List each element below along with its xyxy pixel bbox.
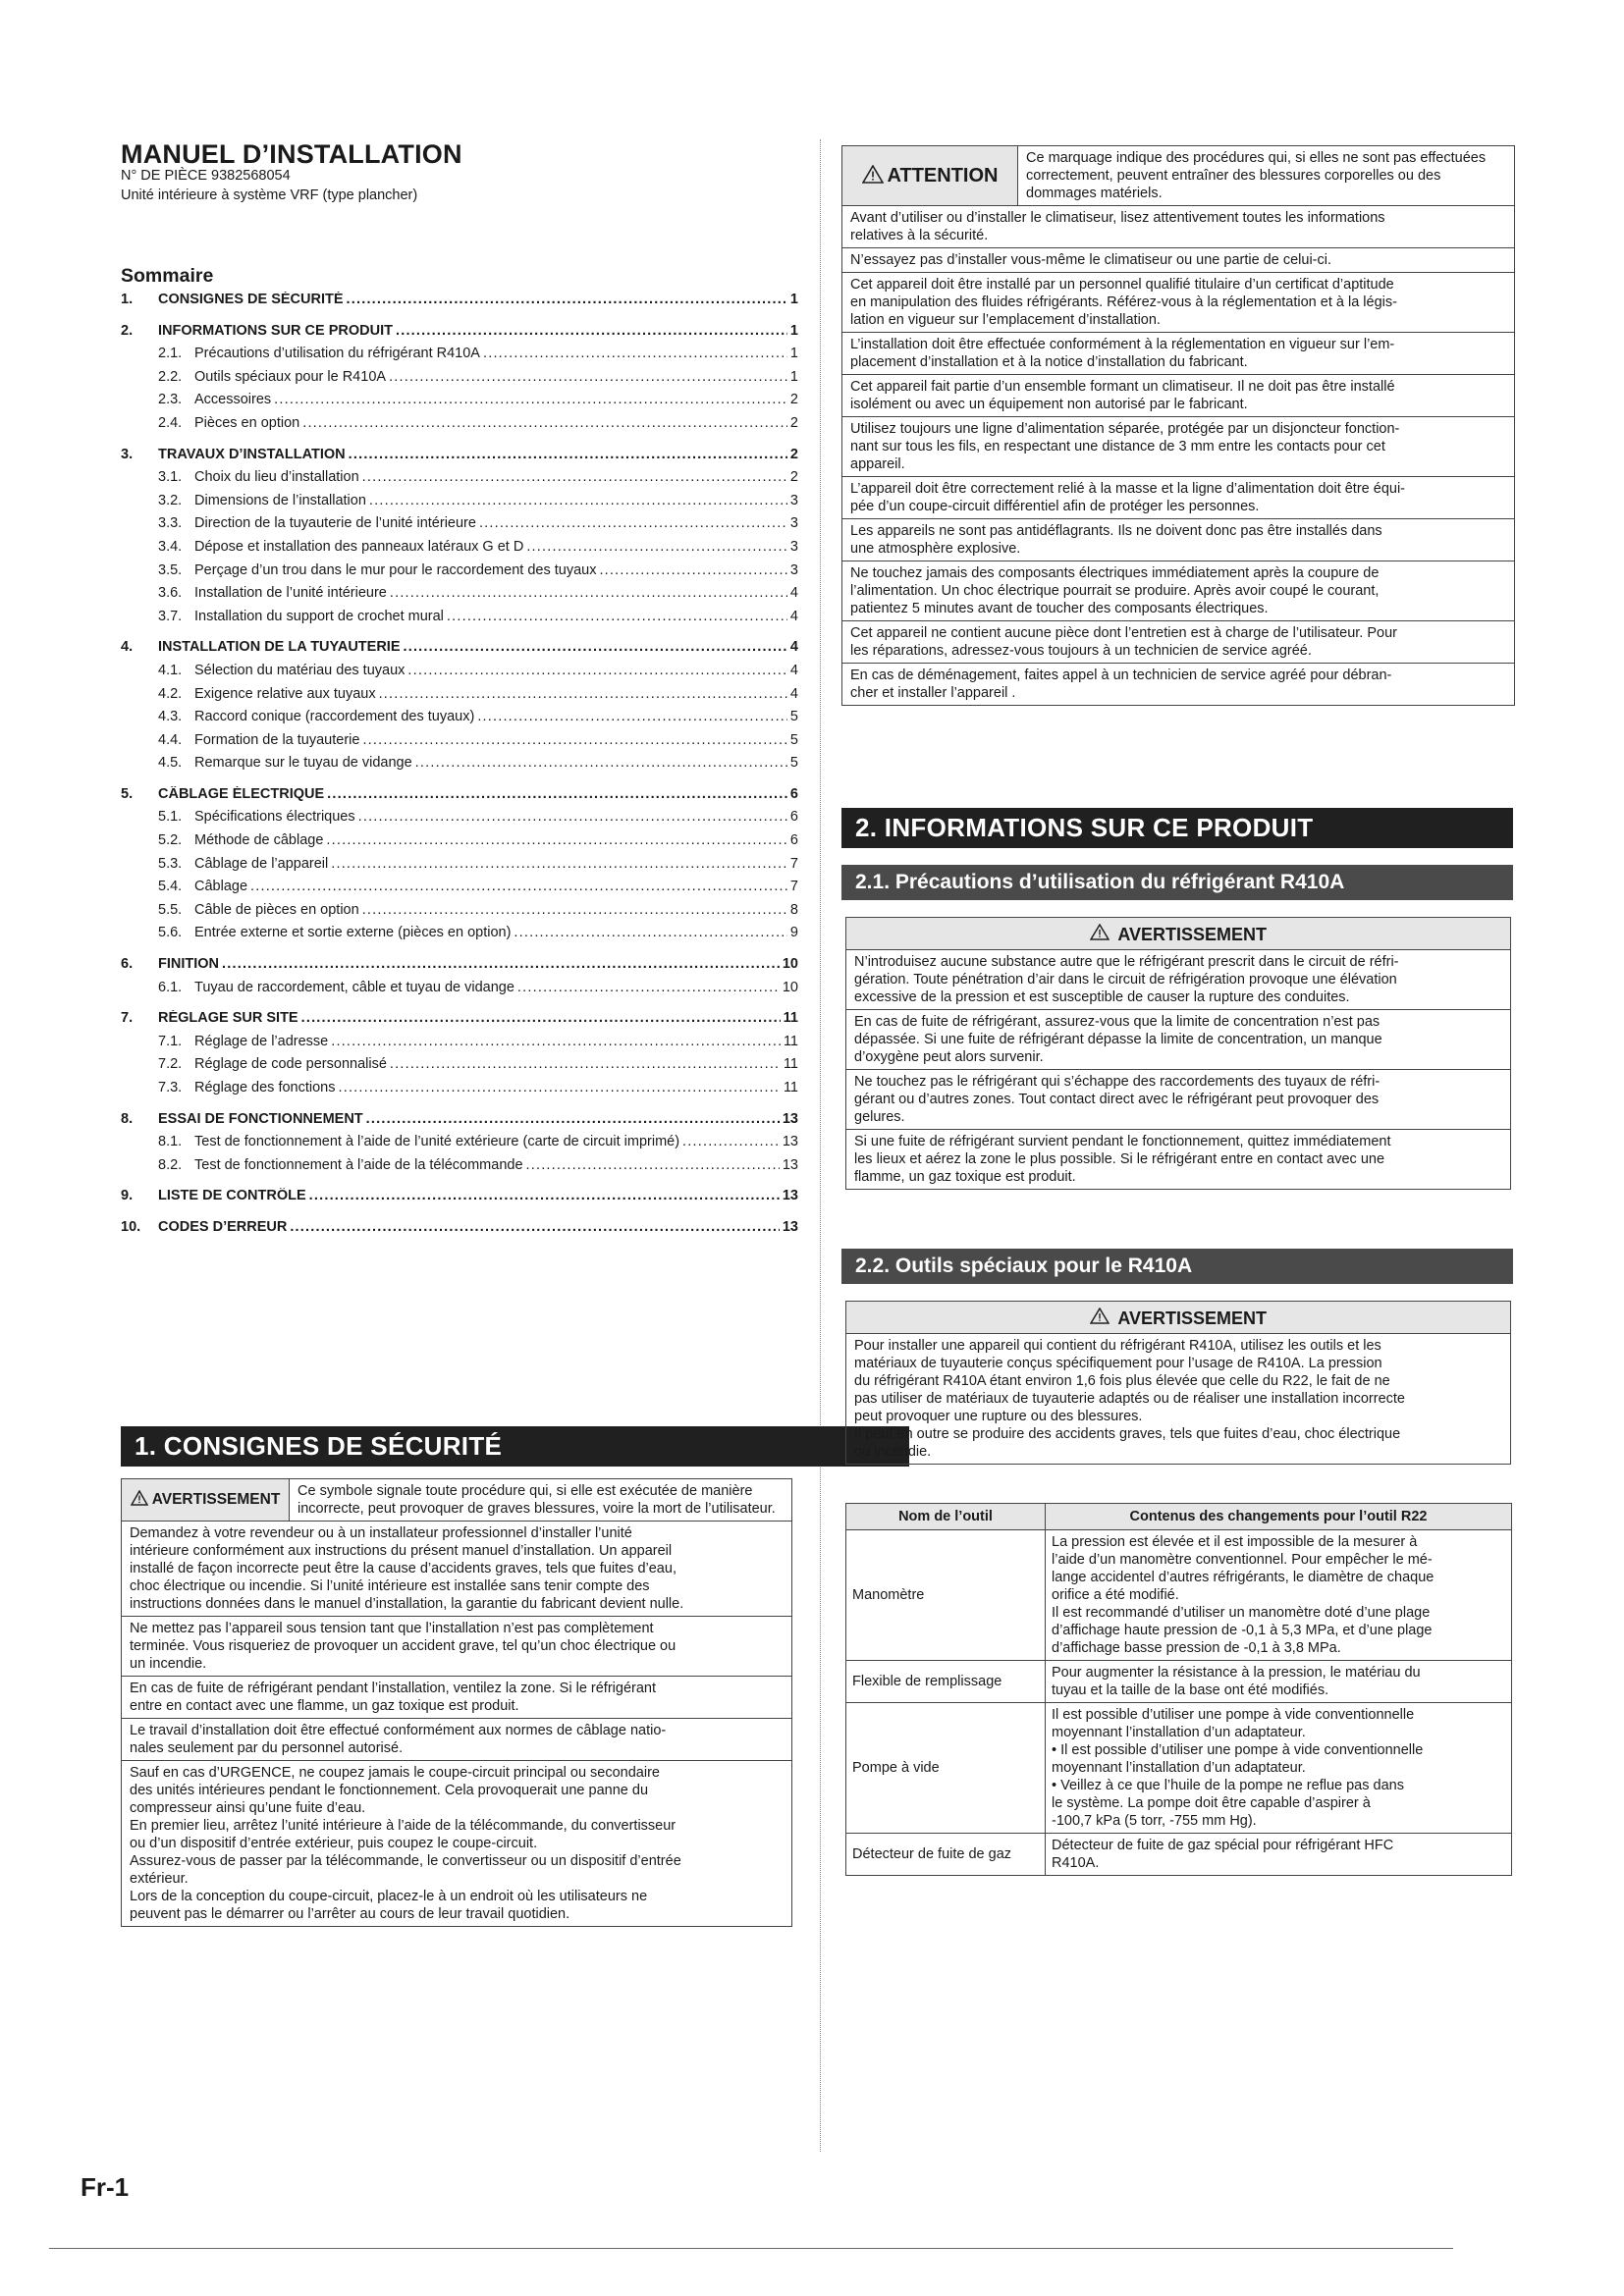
toc-entry bbox=[121, 980, 798, 1003]
toc-entry-number: 5.6. bbox=[158, 925, 183, 941]
toc-entry-page: 13 bbox=[782, 1156, 798, 1173]
toc-entry bbox=[121, 292, 798, 315]
toc-entry-title: Outils spéciaux pour le R410A bbox=[194, 368, 387, 385]
tools-table-body bbox=[846, 1530, 1512, 1876]
toc-leader-dots bbox=[404, 639, 787, 655]
toc-entry-title: FINITION bbox=[158, 956, 220, 973]
toc-entry-number: 10. bbox=[121, 1218, 141, 1235]
toc-entry-title: CODES D’ERREUR bbox=[158, 1218, 288, 1235]
toc-entry-title: Direction de la tuyauterie de l’unité intérieure bbox=[194, 515, 476, 532]
toc-entry-title: Câblage de l’appareil bbox=[194, 855, 329, 872]
toc-entry bbox=[121, 1157, 798, 1181]
toc-entry-title: Tuyau de raccordement, câble et tuyau de vidange bbox=[194, 979, 514, 995]
attention-row: Cet appareil fait partie d’un ensemble formant un climatiseur. Il ne doit pas être installé isolément ou avec un équipement non autorisé par le fabricant. bbox=[842, 375, 1514, 417]
toc-entry-page: 11 bbox=[783, 1056, 798, 1073]
toc-entry-page: 1 bbox=[789, 322, 798, 339]
tools-warning-text: Pour installer une appareil qui contient du réfrigérant R410A, utilisez les outils et les matériaux de tuyauterie conçus spécifiquement pour l’usage de R410A. La pression du réfrigérant R410A étant environ 1,6 fois plus élevée que celle du R22, le fait de ne pas utiliser de matériaux de tuyauterie adaptés ou de réaliser une installation incorrecte peut provoquer une rupture ou des blessures. Il peut en outre se produire des accidents graves, tels que fuites d’eau, choc électrique ou incendie. bbox=[854, 1338, 1405, 1460]
toc-entry bbox=[121, 879, 798, 902]
attention-row: L’appareil doit être correctement relié à la masse et la ligne d’alimentation doit être équi- pée d’un coupe-circuit différentiel afin de protéger les personnes. bbox=[842, 477, 1514, 519]
toc-entry bbox=[121, 686, 798, 710]
refrigerant-warning-row: Si une fuite de réfrigérant survient pendant le fonctionnement, quittez immédiatement les lieux et aérez la zone le plus possible. Si le réfrigérant entre en contact avec une flamme, un gaz toxique est produit. bbox=[854, 1134, 1391, 1185]
toc-leader-dots bbox=[477, 709, 787, 724]
toc-entry-title: Méthode de câblage bbox=[194, 832, 324, 849]
toc-entry-title: Exigence relative aux tuyaux bbox=[194, 685, 376, 702]
toc-entry bbox=[121, 369, 798, 393]
toc-entry bbox=[121, 1034, 798, 1057]
attention-row: Cet appareil doit être installé par un personnel qualifié titulaire d’un certificat d’aptitude en manipulation des fluides réfrigérants. Référez-vous à la réglementation et à la légis- lation en vigueur sur l’emplacement d’installation. bbox=[842, 273, 1514, 333]
toc-entry-title: Test de fonctionnement à l’aide de l’unité extérieure (carte de circuit imprimé) bbox=[194, 1134, 680, 1150]
table-of-contents bbox=[121, 265, 798, 1243]
warning-badge bbox=[122, 1479, 290, 1521]
toc-leader-dots bbox=[362, 902, 787, 918]
safety-warning-table bbox=[121, 1478, 792, 1927]
toc-entry bbox=[121, 562, 798, 586]
toc-entry-title: Dépose et installation des panneaux latéraux G et D bbox=[194, 538, 524, 555]
toc-entry bbox=[121, 609, 798, 632]
toc-entry-number: 4.5. bbox=[158, 755, 183, 772]
toc-entry bbox=[121, 1219, 798, 1243]
toc-entry-title: Raccord conique (raccordement des tuyaux) bbox=[194, 709, 475, 725]
toc-leader-dots bbox=[407, 663, 787, 678]
toc-entry bbox=[121, 1080, 798, 1103]
manual-subtitle: Unité intérieure à système VRF (type plancher) bbox=[121, 187, 418, 203]
attention-table bbox=[841, 145, 1515, 706]
attention-rows bbox=[842, 206, 1514, 705]
toc-entry-number: 3.2. bbox=[158, 492, 183, 508]
tool-name: Pompe à vide bbox=[846, 1703, 1046, 1834]
toc-entry bbox=[121, 786, 798, 810]
manual-title: MANUEL D’INSTALLATION bbox=[121, 139, 462, 169]
toc-leader-dots bbox=[390, 1056, 781, 1072]
toc-entry bbox=[121, 663, 798, 686]
toc-entry bbox=[121, 539, 798, 562]
toc-entry-page: 3 bbox=[789, 538, 798, 555]
toc-entry bbox=[121, 392, 798, 415]
toc-entry-page: 5 bbox=[789, 755, 798, 772]
toc-entry-number: 3.7. bbox=[158, 608, 183, 624]
toc-entry-number: 6. bbox=[121, 956, 134, 973]
warning-badge-label: AVERTISSEMENT bbox=[151, 1491, 281, 1508]
section-2-2-banner: 2.2. Outils spéciaux pour le R410A bbox=[841, 1249, 1513, 1284]
toc-leader-dots bbox=[331, 856, 787, 872]
toc-entry-title: Dimensions de l’installation bbox=[194, 492, 366, 508]
attention-row: Ne touchez jamais des composants électriques immédiatement après la coupure de l’alimentation. Un choc électrique pourrait se produire. Après avoir coupé le courant, patientez 5 minutes avant de toucher des composants électriques. bbox=[842, 561, 1514, 621]
tools-warning-table bbox=[845, 1301, 1511, 1465]
toc-entry-page: 13 bbox=[782, 1218, 798, 1235]
tool-name: Manomètre bbox=[846, 1530, 1046, 1661]
toc-entry-number: 5.4. bbox=[158, 879, 183, 895]
toc-entry bbox=[121, 956, 798, 980]
attention-badge bbox=[842, 146, 1018, 205]
toc-entry-title: Câble de pièces en option bbox=[194, 901, 359, 918]
refrigerant-warning-row: En cas de fuite de réfrigérant, assurez-vous que la limite de concentration n’est pas dépassée. Si une fuite de réfrigérant dépasse la limite de concentration, un manque d’oxygène peut alors survenir. bbox=[846, 1010, 1510, 1070]
toc-entry-number: 8.2. bbox=[158, 1156, 183, 1173]
toc-entry-number: 2.2. bbox=[158, 368, 183, 385]
toc-entry-number: 1. bbox=[121, 292, 134, 307]
toc-entry bbox=[121, 493, 798, 516]
toc-entry-title: Remarque sur le tuyau de vidange bbox=[194, 755, 412, 772]
toc-leader-dots bbox=[362, 469, 787, 485]
toc-entry-number: 7.1. bbox=[158, 1033, 183, 1049]
toc-entry-number: 4.4. bbox=[158, 731, 183, 748]
column-divider bbox=[820, 139, 821, 2152]
toc-entry-page: 3 bbox=[789, 561, 798, 578]
toc-leader-dots bbox=[274, 392, 787, 407]
footer-rule bbox=[49, 2248, 1453, 2249]
safety-warning-row: Sauf en cas d’URGENCE, ne coupez jamais le coupe-circuit principal ou secondaire des unités intérieures pendant le fonctionnement. Cela provoquerait une panne du compresseur ainsi qu’une fuite d’eau. En premier lieu, arrêtez l’unité intérieure à l’aide de la télécommande, du convertisseur ou d’un dispositif d’entrée extérieur, puis coupez le coupe-circuit. Assurez-vous de passer par la télécommande, le convertisseur ou un dispositif d’entrée extérieur. Lors de la conception du coupe-circuit, placez-le à un endroit où les utilisateurs ne peuvent pas le démarrer ou l’arrêter au cours de leur travail quotidien. bbox=[130, 1765, 681, 1922]
toc-entry-page: 11 bbox=[783, 1080, 798, 1095]
toc-entry-page: 3 bbox=[789, 492, 798, 508]
toc-entry-page: 7 bbox=[789, 879, 798, 895]
toc-entry-title: Formation de la tuyauterie bbox=[194, 731, 360, 748]
toc-entry-title: Précautions d’utilisation du réfrigérant R410A bbox=[194, 346, 480, 362]
toc-entry-page: 2 bbox=[789, 469, 798, 486]
toc-leader-dots bbox=[327, 786, 787, 802]
toc-leader-dots bbox=[526, 539, 787, 555]
toc-entry-title: INSTALLATION DE LA TUYAUTERIE bbox=[158, 639, 401, 656]
attention-row: N’essayez pas d’installer vous-même le climatiseur ou une partie de celui-ci. bbox=[842, 248, 1514, 273]
toc-entry-page: 13 bbox=[782, 1110, 798, 1127]
toc-entry-title: RÉGLAGE SUR SITE bbox=[158, 1010, 298, 1027]
toc-entry-number: 5.5. bbox=[158, 901, 183, 918]
toc-entry-number: 3. bbox=[121, 446, 134, 462]
attention-row: Utilisez toujours une ligne d’alimentation séparée, protégée par un disjoncteur fonction- nant sur tous les fils, en respectant une distance de 3 mm entre les contacts pour cet appareil. bbox=[842, 417, 1514, 477]
toc-entry bbox=[121, 832, 798, 856]
toc-leader-dots bbox=[250, 879, 787, 894]
toc-entry-title: Accessoires bbox=[194, 392, 272, 408]
toc-entry bbox=[121, 1188, 798, 1211]
toc-entry-page: 2 bbox=[789, 392, 798, 408]
toc-leader-dots bbox=[358, 809, 787, 825]
tools-warning-header: AVERTISSEMENT bbox=[846, 1302, 1510, 1334]
toc-leader-dots bbox=[479, 515, 787, 531]
tool-name: Flexible de remplissage bbox=[846, 1661, 1046, 1703]
toc-entry-number: 3.1. bbox=[158, 469, 183, 486]
toc-leader-dots bbox=[389, 369, 787, 385]
toc-entry-title: INFORMATIONS SUR CE PRODUIT bbox=[158, 322, 393, 339]
toc-leader-dots bbox=[526, 1157, 780, 1173]
safety-warning-row: Le travail d’installation doit être effectué conformément aux normes de câblage natio- nales seulement par du personnel autorisé. bbox=[122, 1719, 791, 1761]
toc-leader-dots bbox=[222, 956, 780, 972]
tools-header-name: Nom de l’outil bbox=[846, 1504, 1046, 1530]
warning-triangle-icon bbox=[131, 1490, 148, 1511]
toc-entry-number: 4.2. bbox=[158, 685, 183, 702]
tools-table-row bbox=[846, 1530, 1512, 1661]
toc-entry-title: Spécifications électriques bbox=[194, 809, 355, 826]
tool-changes: Détecteur de fuite de gaz spécial pour réfrigérant HFC R410A. bbox=[1046, 1834, 1512, 1876]
toc-entry-page: 6 bbox=[789, 832, 798, 849]
toc-entry-title: Installation du support de crochet mural bbox=[194, 608, 444, 624]
attention-row: Les appareils ne sont pas antidéflagrants. Ils ne doivent donc pas être installés dans une atmosphère explosive. bbox=[842, 519, 1514, 561]
attention-row: Avant d’utiliser ou d’installer le climatiseur, lisez attentivement toutes les informations relatives à la sécurité. bbox=[842, 206, 1514, 248]
toc-entry-page: 7 bbox=[789, 855, 798, 872]
part-number: N° DE PIÈCE 9382568054 bbox=[121, 168, 291, 184]
warning-triangle-icon bbox=[1090, 1308, 1110, 1327]
tool-changes: Pour augmenter la résistance à la pression, le matériau du tuyau et la taille de la base ont été modifiés. bbox=[1046, 1661, 1512, 1703]
toc-entry-number: 2.1. bbox=[158, 346, 183, 362]
toc-entry-title: TRAVAUX D’INSTALLATION bbox=[158, 446, 346, 462]
tool-changes: Il est possible d’utiliser une pompe à vide conventionnelle moyennant l’installation d’un adaptateur. • Il est possible d’utiliser une pompe à vide conventionnelle moyennant l’installation d’un adaptateur. • Veillez à ce que l’huile de la pompe ne reflue pas dans le système. La pompe doit être capable d’aspirer à -100,7 kPa (5 torr, -755 mm Hg). bbox=[1046, 1703, 1512, 1834]
toc-entry-page: 4 bbox=[789, 662, 798, 678]
toc-entry-title: Pièces en option bbox=[194, 414, 300, 431]
toc-entry-page: 10 bbox=[782, 956, 798, 973]
toc-entry bbox=[121, 639, 798, 663]
toc-entry-title: ESSAI DE FONCTIONNEMENT bbox=[158, 1110, 363, 1127]
toc-entry-number: 8.1. bbox=[158, 1134, 183, 1150]
toc-entry-number: 3.6. bbox=[158, 585, 183, 602]
toc-entry bbox=[121, 515, 798, 539]
toc-entry-page: 4 bbox=[789, 639, 798, 656]
toc-entry-title: Entrée externe et sortie externe (pièces en option) bbox=[194, 925, 512, 941]
toc-entry-page: 4 bbox=[789, 585, 798, 602]
toc-entry-number: 2. bbox=[121, 322, 134, 339]
tool-changes: La pression est élevée et il est impossible de la mesurer à l’aide d’un manomètre conventionnel. Pour empêcher le mé- lange accidentel d’autres réfrigérants, le diamètre de chaque orifice a été modifié. Il est recommandé d’utiliser un manomètre doté d’une plage d’affichage haute pression de -0,1 à 5,3 MPa, et d’une plage d’affichage basse pression de -0,1 à 3,8 MPa. bbox=[1046, 1530, 1512, 1661]
toc-entry-page: 2 bbox=[789, 446, 798, 462]
toc-leader-dots bbox=[347, 292, 787, 307]
toc-list bbox=[121, 292, 798, 1243]
tools-table-row bbox=[846, 1834, 1512, 1876]
toc-entry bbox=[121, 415, 798, 439]
toc-leader-dots bbox=[415, 755, 787, 771]
refrigerant-warning-row: N’introduisez aucune substance autre que le réfrigérant prescrit dans le circuit de réfri- gération. Toute pénétration d’air dans le circuit de réfrigération provoque une élévation excessive de la pression et est susceptible de causer la rupture des conduites. bbox=[846, 950, 1510, 1010]
toc-entry-number: 6.1. bbox=[158, 979, 183, 995]
tool-name: Détecteur de fuite de gaz bbox=[846, 1834, 1046, 1876]
toc-leader-dots bbox=[301, 1010, 781, 1026]
toc-entry-number: 2.4. bbox=[158, 414, 183, 431]
toc-entry-number: 4.3. bbox=[158, 709, 183, 725]
toc-entry-number: 3.3. bbox=[158, 515, 183, 532]
toc-entry-title: CÂBLAGE ÉLECTRIQUE bbox=[158, 785, 325, 802]
safety-warning-rows bbox=[122, 1522, 791, 1926]
toc-entry-page: 4 bbox=[789, 685, 798, 702]
toc-entry-number: 3.5. bbox=[158, 561, 183, 578]
section-2-banner: 2. INFORMATIONS SUR CE PRODUIT bbox=[841, 808, 1513, 848]
toc-entry-page: 13 bbox=[782, 1188, 798, 1204]
toc-leader-dots bbox=[362, 732, 786, 748]
toc-entry-title: Test de fonctionnement à l’aide de la télécommande bbox=[194, 1156, 523, 1173]
toc-leader-dots bbox=[339, 1080, 781, 1095]
toc-entry-number: 4. bbox=[121, 639, 134, 656]
toc-entry-page: 3 bbox=[789, 515, 798, 532]
tools-table-header bbox=[846, 1504, 1512, 1530]
attention-badge-description: Ce marquage indique des procédures qui, si elles ne sont pas effectuées correctement, peuvent entraîner des blessures corporelles ou des dommages matériels. bbox=[1026, 150, 1487, 201]
tools-header-changes: Contenus des changements pour l’outil R22 bbox=[1046, 1504, 1512, 1530]
attention-header bbox=[842, 146, 1514, 206]
safety-warning-row: En cas de fuite de réfrigérant pendant l’installation, ventilez la zone. Si le réfrigérant entre en contact avec une flamme, un gaz toxique est produit. bbox=[122, 1677, 791, 1719]
toc-entry-title: Réglage de l’adresse bbox=[194, 1033, 329, 1049]
toc-entry-page: 10 bbox=[782, 979, 798, 995]
toc-entry bbox=[121, 732, 798, 756]
toc-leader-dots bbox=[390, 585, 787, 601]
toc-entry-page: 2 bbox=[789, 414, 798, 431]
toc-entry-page: 6 bbox=[789, 785, 798, 802]
toc-entry-title: Réglage des fonctions bbox=[194, 1080, 336, 1095]
warning-triangle-icon bbox=[1090, 924, 1110, 943]
toc-entry-title: Câblage bbox=[194, 879, 248, 895]
refrigerant-warning-rows bbox=[846, 950, 1510, 1189]
refrigerant-warning-table bbox=[845, 917, 1511, 1190]
toc-entry bbox=[121, 902, 798, 926]
toc-entry-number: 5.1. bbox=[158, 809, 183, 826]
toc-entry bbox=[121, 447, 798, 470]
refrigerant-warning-row: Ne touchez pas le réfrigérant qui s’échappe des raccordements des tuyaux de réfri- gérant ou d’autres zones. Tout contact direct avec le réfrigérant peut provoquer des gelures. bbox=[846, 1070, 1510, 1130]
toc-leader-dots bbox=[599, 562, 786, 578]
toc-entry bbox=[121, 1056, 798, 1080]
toc-leader-dots bbox=[302, 415, 787, 431]
tools-table-row bbox=[846, 1661, 1512, 1703]
refrigerant-warning-header: AVERTISSEMENT bbox=[846, 918, 1510, 950]
toc-entry bbox=[121, 1111, 798, 1135]
toc-entry-title: LISTE DE CONTRÔLE bbox=[158, 1188, 306, 1204]
toc-leader-dots bbox=[514, 925, 787, 940]
toc-entry-number: 5. bbox=[121, 785, 134, 802]
toc-entry-number: 9. bbox=[121, 1188, 134, 1204]
tools-table-row bbox=[846, 1703, 1512, 1834]
toc-entry-page: 1 bbox=[789, 346, 798, 362]
toc-entry-title: Sélection du matériau des tuyaux bbox=[194, 662, 406, 678]
toc-entry-page: 4 bbox=[789, 608, 798, 624]
tools-table bbox=[845, 1503, 1512, 1876]
toc-entry-number: 7. bbox=[121, 1010, 134, 1027]
attention-row: En cas de déménagement, faites appel à un technicien de service agréé pour débran- cher et installer l’appareil . bbox=[850, 667, 1392, 701]
toc-entry bbox=[121, 755, 798, 778]
toc-entry bbox=[121, 1134, 798, 1157]
toc-entry-page: 8 bbox=[789, 901, 798, 918]
toc-entry-number: 4.1. bbox=[158, 662, 183, 678]
toc-heading: Sommaire bbox=[121, 265, 214, 287]
safety-warning-row: Ne mettez pas l’appareil sous tension tant que l’installation n’est pas complètement terminée. Vous risqueriez de provoquer un accident grave, tel qu’un choc électrique ou un incendie. bbox=[122, 1617, 791, 1677]
toc-entry-page: 11 bbox=[783, 1033, 798, 1049]
toc-leader-dots bbox=[379, 686, 787, 702]
toc-entry-title: CONSIGNES DE SÉCURITÉ bbox=[158, 292, 344, 307]
attention-row: L’installation doit être effectuée conformément à la réglementation en vigueur sur l’em- placement d’installation et à la notice d’installation du fabricant. bbox=[842, 333, 1514, 375]
toc-entry-page: 13 bbox=[782, 1134, 798, 1150]
toc-entry-page: 6 bbox=[789, 809, 798, 826]
warning-triangle-icon bbox=[862, 165, 884, 187]
toc-entry bbox=[121, 585, 798, 609]
toc-entry-number: 7.2. bbox=[158, 1056, 183, 1073]
attention-badge-label: ATTENTION bbox=[887, 165, 999, 187]
toc-leader-dots bbox=[290, 1219, 780, 1235]
safety-warning-row: Demandez à votre revendeur ou à un installateur professionnel d’installer l’unité intérieure conformément aux instructions du présent manuel d’installation. Un appareil installé de façon incorrecte peut être la cause d’accidents graves, tels que fuites d’eau, choc électrique ou incendie. Si l’unité intérieure est installée sans tenir compte des instructions données dans le manuel d’installation, la garantie du fabricant devient nulle. bbox=[122, 1522, 791, 1617]
toc-leader-dots bbox=[396, 323, 787, 339]
toc-leader-dots bbox=[682, 1134, 780, 1149]
toc-leader-dots bbox=[366, 1111, 780, 1127]
attention-row: Cet appareil ne contient aucune pièce dont l’entretien est à charge de l’utilisateur. Pour les réparations, adressez-vous toujours à un technicien de service agréé. bbox=[842, 621, 1514, 664]
section-1-banner: 1. CONSIGNES DE SÉCURITÉ bbox=[121, 1426, 909, 1467]
toc-leader-dots bbox=[483, 346, 787, 361]
toc-entry-page: 1 bbox=[789, 368, 798, 385]
toc-entry-page: 9 bbox=[789, 925, 798, 941]
toc-entry-number: 2.3. bbox=[158, 392, 183, 408]
toc-entry bbox=[121, 1010, 798, 1034]
toc-leader-dots bbox=[309, 1188, 780, 1203]
toc-leader-dots bbox=[447, 609, 787, 624]
toc-entry bbox=[121, 323, 798, 347]
toc-entry-title: Réglage de code personnalisé bbox=[194, 1056, 387, 1073]
toc-entry-number: 3.4. bbox=[158, 538, 183, 555]
warning-badge-description: Ce symbole signale toute procédure qui, si elle est exécutée de manière incorrecte, peut provoquer de graves blessures, voire la mort de l’utilisateur. bbox=[298, 1483, 776, 1517]
toc-entry-page: 5 bbox=[789, 709, 798, 725]
toc-leader-dots bbox=[326, 832, 787, 848]
toc-entry-title: Perçage d’un trou dans le mur pour le raccordement des tuyaux bbox=[194, 561, 597, 578]
page-number: Fr-1 bbox=[81, 2172, 130, 2202]
toc-entry bbox=[121, 809, 798, 832]
toc-entry-page: 11 bbox=[783, 1010, 798, 1027]
toc-entry-number: 5.3. bbox=[158, 855, 183, 872]
toc-entry bbox=[121, 346, 798, 369]
toc-entry bbox=[121, 709, 798, 732]
toc-entry-page: 1 bbox=[789, 292, 798, 307]
toc-entry bbox=[121, 469, 798, 493]
toc-entry-number: 8. bbox=[121, 1110, 134, 1127]
toc-leader-dots bbox=[349, 447, 787, 462]
toc-entry bbox=[121, 925, 798, 948]
safety-warning-header bbox=[122, 1479, 791, 1522]
section-2-1-banner: 2.1. Précautions d’utilisation du réfrigérant R410A bbox=[841, 865, 1513, 900]
toc-entry-page: 5 bbox=[789, 731, 798, 748]
toc-entry bbox=[121, 856, 798, 880]
toc-leader-dots bbox=[369, 493, 787, 508]
toc-leader-dots bbox=[517, 980, 780, 995]
toc-entry-title: Choix du lieu d’installation bbox=[194, 469, 359, 486]
toc-entry-number: 5.2. bbox=[158, 832, 183, 849]
toc-entry-number: 7.3. bbox=[158, 1080, 183, 1095]
toc-leader-dots bbox=[331, 1034, 781, 1049]
toc-entry-title: Installation de l’unité intérieure bbox=[194, 585, 387, 602]
